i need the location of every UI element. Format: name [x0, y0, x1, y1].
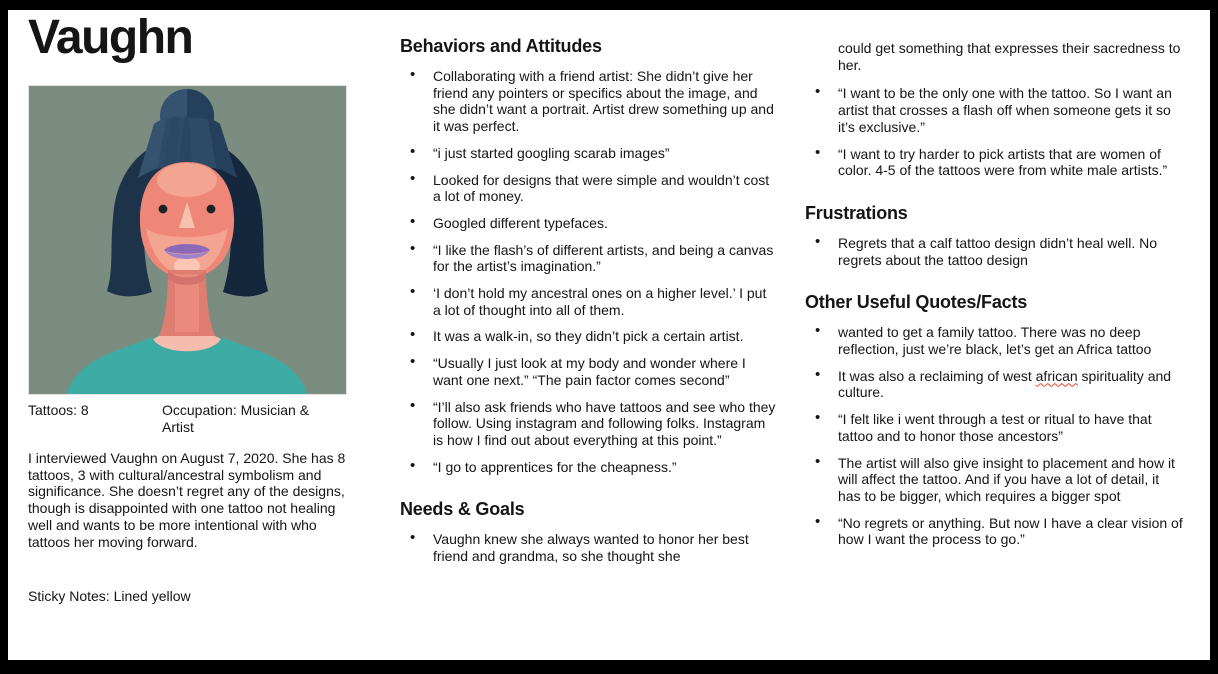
bullet-item: • The artist will also give insight to placement and how it will affect the tattoo. And if you have a lot of detail, it has to be bigger, which requires a bigger spot — [805, 455, 1183, 505]
middle-column — [400, 10, 778, 660]
bullet-item: • Vaughn knew she always wanted to honor her best friend and grandma, so she thought she — [400, 531, 778, 564]
avatar-illustration — [29, 86, 346, 394]
bullet-item: • “No regrets or anything. But now I have a clear vision of how I want the process to go.” — [805, 515, 1183, 548]
bullet-item: • “I want to try harder to pick artists that are women of color. 4-5 of the tattoos were from white male artists.” — [805, 146, 1183, 179]
bullet-item: • Looked for designs that were simple and wouldn’t cost a lot of money. — [400, 172, 778, 205]
stats-row — [28, 402, 358, 436]
frustrations-list — [805, 235, 1183, 268]
misspelled-word: african — [1035, 367, 1078, 384]
needs-goals-heading: Needs & Goals — [400, 499, 525, 520]
eye-right — [207, 205, 216, 214]
bullet-item: • “I want to be the only one with the tattoo. So I want an artist that crosses a flash off when someone gets it so it’s exclusive.” — [805, 85, 1183, 135]
bullet-item: • “I go to apprentices for the cheapness.” — [400, 459, 778, 476]
bullet-item: • wanted to get a family tattoo. There was no deep reflection, just we’re black, let’s get an Africa tattoo — [805, 324, 1183, 357]
bullet-item: • “I’ll also ask friends who have tattoos and see who they follow. Using instagram and following folks. Instagram is how I find out about everything at this point.” — [400, 399, 778, 449]
behaviors-list — [400, 68, 778, 475]
avatar — [28, 85, 347, 395]
persona-name: Vaughn — [28, 11, 193, 64]
frustrations-heading: Frustrations — [805, 202, 908, 223]
bullet-item: • “Usually I just look at my body and wonder where I want one next.” “The pain factor comes second” — [400, 355, 778, 388]
sticky-notes-line: Sticky Notes: Lined yellow — [28, 588, 191, 604]
right-column — [805, 10, 1183, 660]
needs-goals-overflow-list — [805, 85, 1183, 179]
behaviors-heading: Behaviors and Attitudes — [400, 36, 602, 56]
document-sheet — [8, 10, 1210, 660]
bullet-item: • Googled different typefaces. — [400, 215, 778, 232]
needs-goals-list — [400, 531, 778, 564]
bullet-item: • “I felt like i went through a test or ritual to have that tattoo and to honor those ancestors” — [805, 411, 1183, 444]
other-quotes-heading: Other Useful Quotes/Facts — [805, 292, 1028, 313]
bullet-item: • ‘I don’t hold my ancestral ones on a higher level.’ I put a lot of thought into all of them. — [400, 285, 778, 318]
bullet-item: • It was also a reclaiming of west african spirituality and culture. — [805, 368, 1183, 401]
eye-left — [159, 205, 168, 214]
other-quotes-list — [805, 324, 1183, 548]
tattoos-stat: Tattoos: 8 — [28, 402, 89, 418]
occupation-stat: Occupation: Musician & Artist — [162, 402, 310, 435]
left-column — [28, 10, 362, 660]
bullet-item: • Collaborating with a friend artist: She didn’t give her friend any pointers or specifics about the image, and she didn’t want a portrait. Artist drew something up and it was perfect. — [400, 68, 778, 135]
bullet-item: • It was a walk-in, so they didn’t pick a certain artist. — [400, 328, 778, 345]
needs-goals-continuation: could get something that expresses their sacredness to her. — [838, 40, 1181, 73]
bullet-item: • “i just started googling scarab images” — [400, 145, 778, 162]
interview-summary: I interviewed Vaughn on August 7, 2020. She has 8 tattoos, 3 with cultural/ancestral symbolism and significance. She doesn’t regret any of the designs, though is disappointed with one tattoo not healing well and wants to be more intentional with who tattoos her moving forward. — [28, 450, 346, 550]
bullet-item: • Regrets that a calf tattoo design didn’t heal well. No regrets about the tattoo design — [805, 235, 1183, 268]
forehead-highlight — [157, 163, 217, 197]
bullet-item: • “I like the flash’s of different artists, and being a canvas for the artist’s imagination.” — [400, 242, 778, 275]
